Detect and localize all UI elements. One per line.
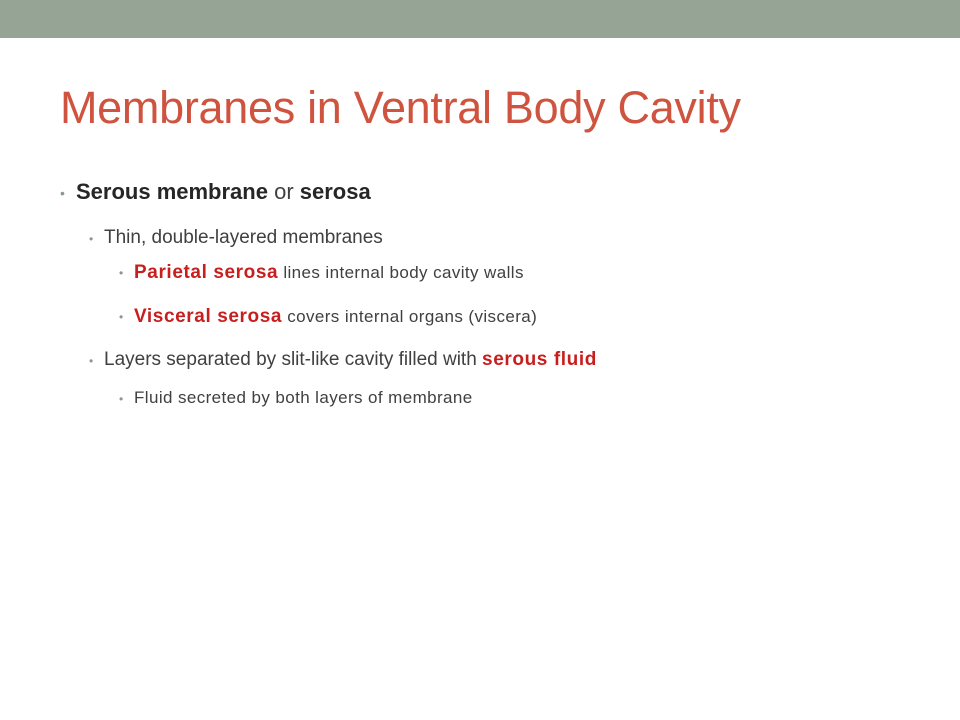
term-serosa: serosa — [299, 179, 371, 204]
bullet-conjunction: or — [267, 179, 300, 204]
bullet-visceral-serosa — [119, 306, 538, 328]
bullet-text: Fluid secreted by both layers of membrane — [134, 388, 473, 407]
bullet-dot-icon: • — [89, 354, 94, 368]
bullet-text: Layers separated by slit-like cavity filled with — [104, 349, 483, 370]
bullet-dot-icon: • — [60, 185, 65, 201]
bullet-serous-membrane — [60, 179, 371, 205]
bullet-text: lines internal body cavity walls — [278, 263, 524, 282]
term-serous-membrane: Serous membrane — [76, 179, 268, 204]
bullet-text: covers internal organs (viscera) — [282, 307, 538, 326]
bullet-dot-icon: • — [119, 266, 124, 280]
term-parietal-serosa: Parietal serosa — [134, 262, 279, 283]
bullet-dot-icon: • — [119, 310, 124, 324]
bullet-dot-icon: • — [89, 232, 94, 246]
bullet-thin-double-layered — [89, 227, 383, 249]
bullet-parietal-serosa — [119, 262, 524, 284]
term-visceral-serosa: Visceral serosa — [134, 306, 283, 327]
top-accent-bar — [0, 0, 960, 38]
slide-title: Membranes in Ventral Body Cavity — [60, 82, 741, 133]
term-serous-fluid: serous fluid — [482, 349, 597, 370]
bullet-dot-icon: • — [119, 392, 124, 406]
bullet-layers-separated — [89, 349, 597, 371]
bullet-fluid-secreted — [119, 388, 473, 408]
bullet-text: Thin, double-layered membranes — [104, 227, 383, 248]
